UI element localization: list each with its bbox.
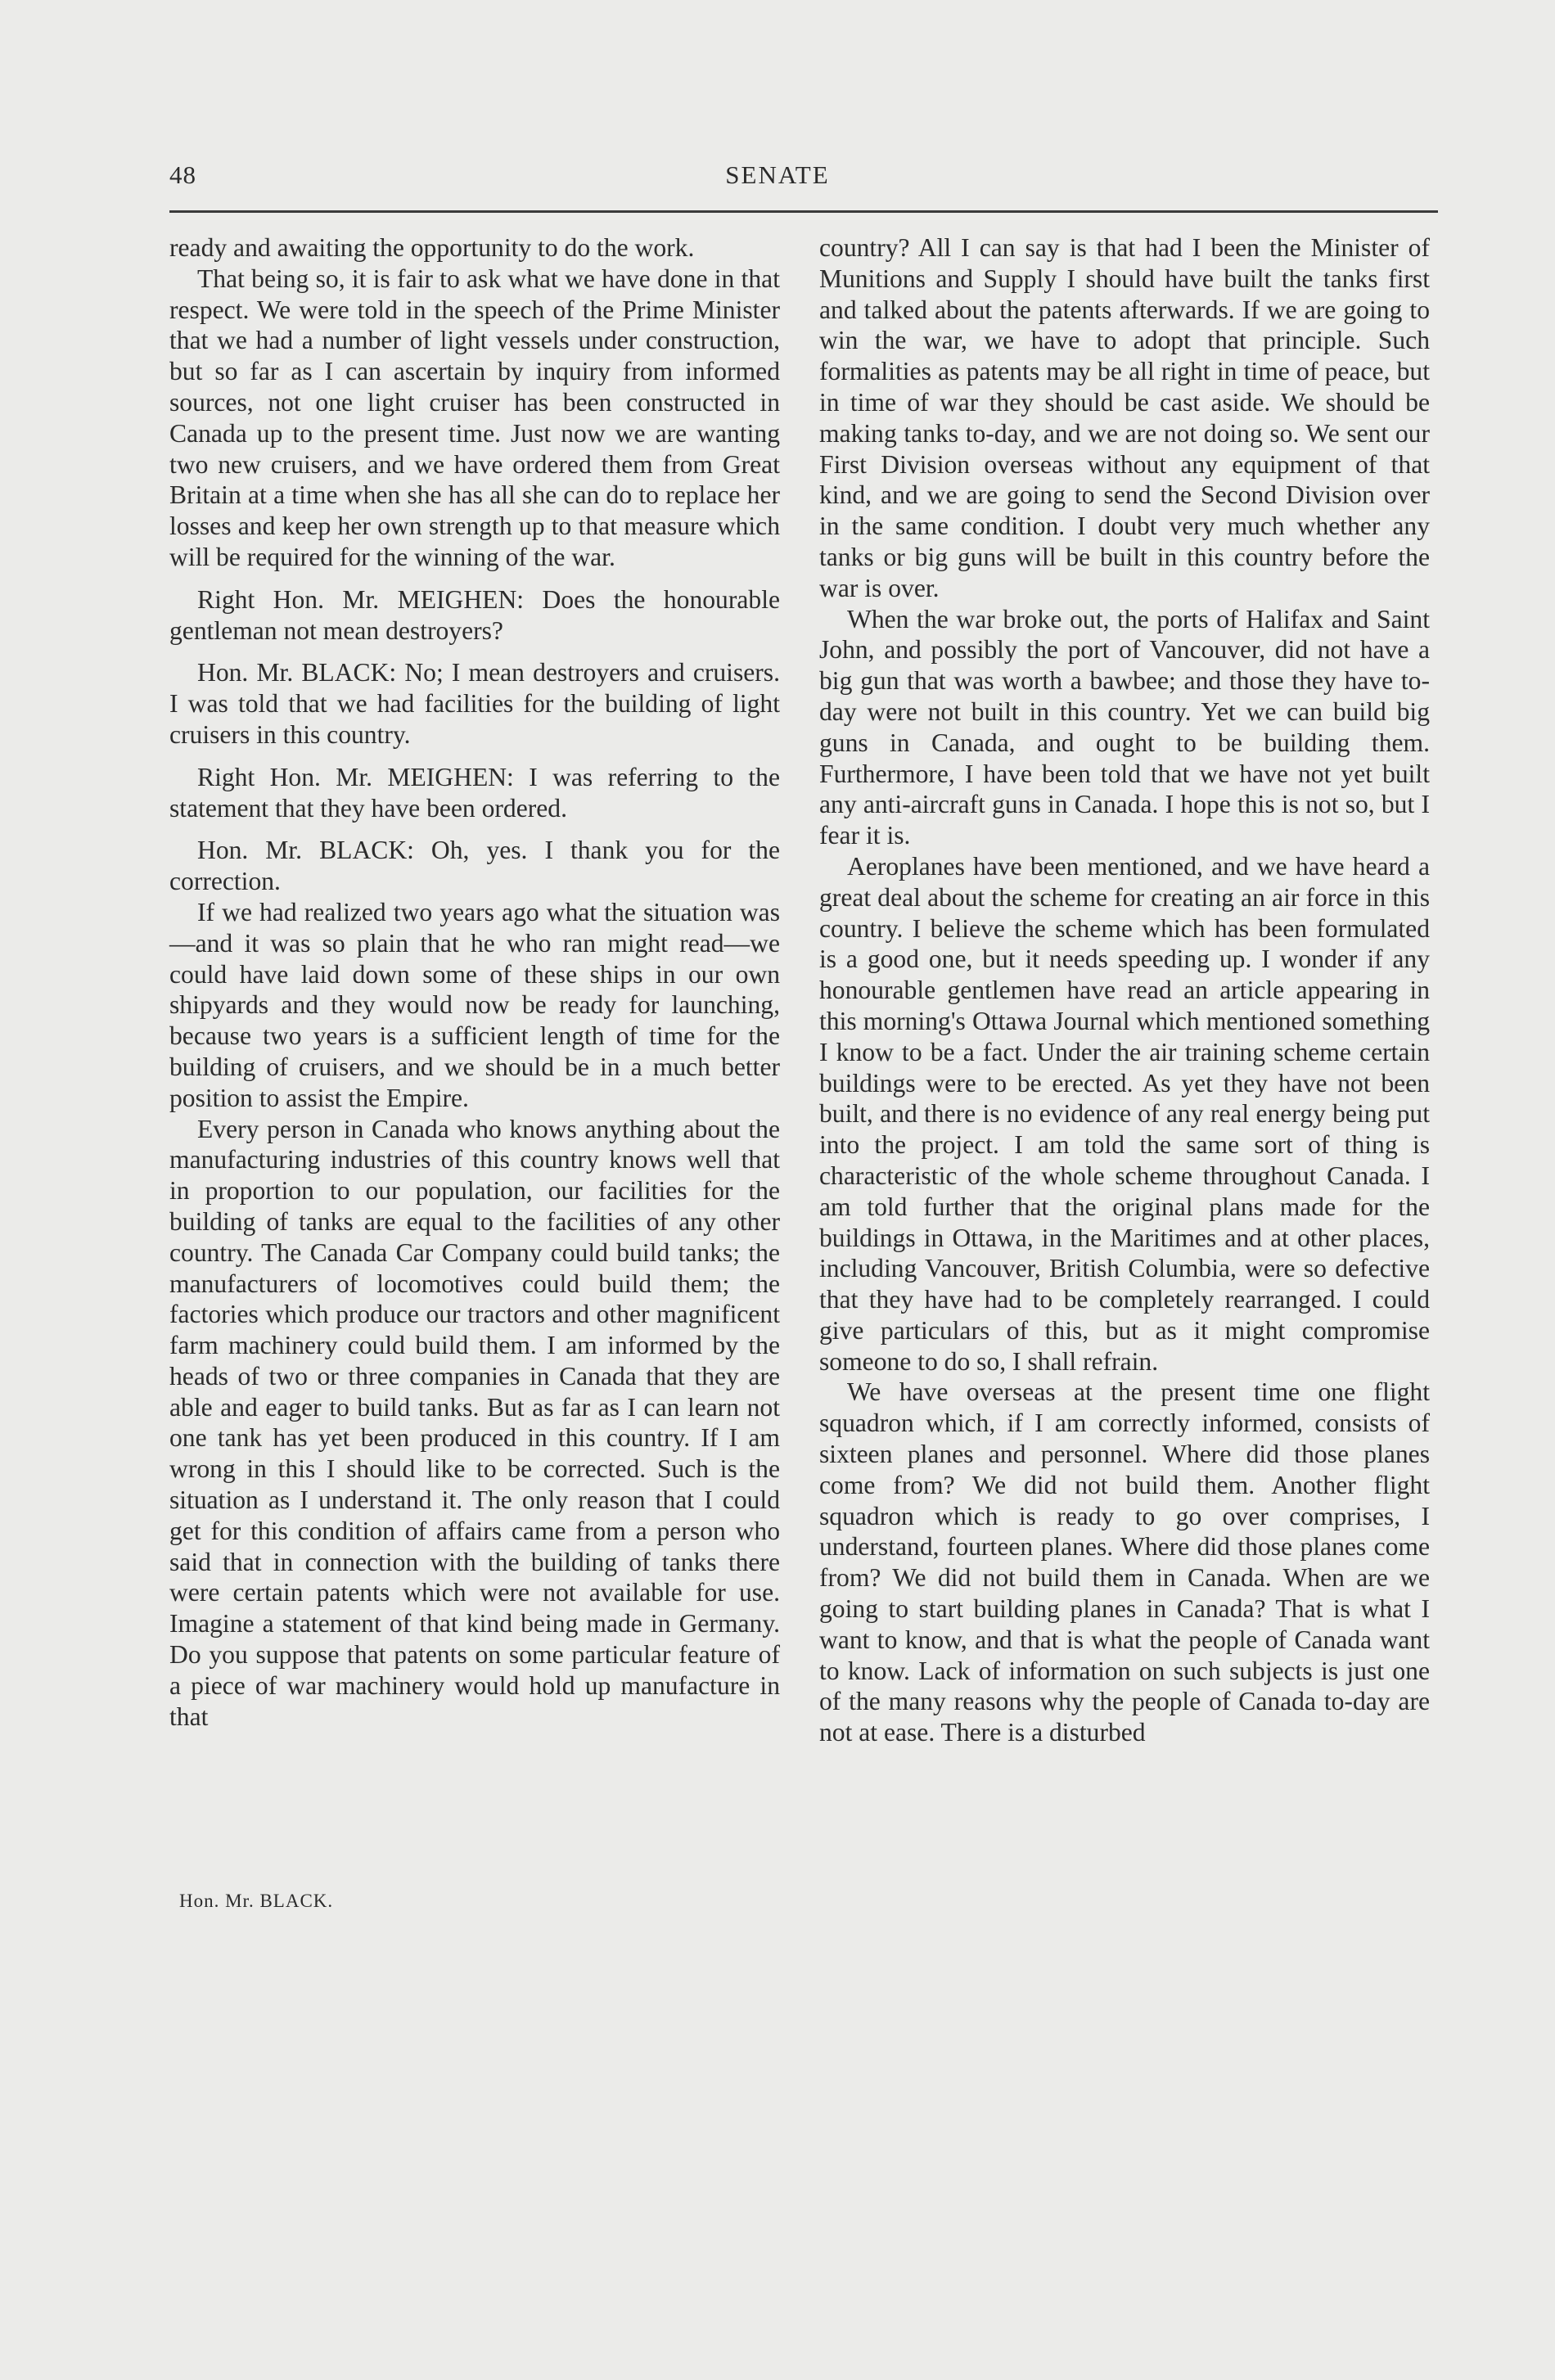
paragraph: country? All I can say is that had I been the Minister of Munitions and Supply I should have built the tanks first and talked about the patents afterwards. If we are going to win the war, we have to adopt that principle. Such formalities as patents may be all right in time of peace, but in time of war they should be cast aside. We should be making tanks to-day, and we are not doing so. We sent our First Division overseas without any equipment of that kind, and we are going to send the Second Division over in the same condition. I doubt very much whether any tanks or big guns will be built in this country before the war is over.: [819, 233, 1430, 602]
running-head: SENATE: [725, 160, 830, 189]
paragraph: If we had realized two years ago what the situation was—and it was so plain that he who ran might read—we could have laid down some of these ships in our own shipyards and they would now be ready for launching, because two years is a sufficient length of time for the building of cruisers, and we should be in a much better position to assist the Empire.: [169, 897, 780, 1112]
paragraph: When the war broke out, the ports of Halifax and Saint John, and possibly the port of Vancouver, did not have a big gun that was worth a bawbee; and those they have to-day were not built in this country. Yet we can build big guns in Canada, and ought to be building them. Furthermore, I have been told that we have not yet built any anti-aircraft guns in Canada. I hope this is not so, but I fear it is.: [819, 604, 1430, 850]
right-column: [819, 232, 1430, 1748]
paragraph: That being so, it is fair to ask what we have done in that respect. We were told in the speech of the Prime Minister that we had a number of light vessels under construction, but so far as I can ascertain by inquiry from informed sources, not one light cruiser has been constructed in Canada up to the present time. Just now we are wanting two new cruisers, and we have ordered them from Great Britain at a time when she has all she can do to replace her losses and keep her own strength up to that measure which will be required for the winning of the war.: [169, 264, 780, 571]
paragraph: ready and awaiting the opportunity to do the work.: [169, 233, 695, 262]
left-column: [169, 232, 780, 1732]
paragraph: Aeroplanes have been mentioned, and we have heard a great deal about the scheme for creating an air force in this country. I believe the scheme which has been formulated is a good one, but it needs speeding up. I wonder if any honourable gentlemen have read an article appearing in this morning's Ottawa Journal which mentioned something I know to be a fact. Under the air training scheme certain buildings were to be erected. As yet they have not been built, and there is no evidence of any real energy being put into the project. I am told the same sort of thing is characteristic of the whole scheme throughout Canada. I am told further that the original plans made for the buildings in Ottawa, in the Maritimes and at other places, including Vancouver, British Columbia, were so defective that they have had to be completely rearranged. I could give particulars of this, but as it might compromise someone to do so, I shall refrain.: [819, 851, 1430, 1376]
paragraph: Hon. Mr. BLACK: Oh, yes. I thank you for the correction.: [169, 836, 780, 896]
paragraph: Right Hon. Mr. MEIGHEN: I was referring to the statement that they have been ordered.: [169, 762, 780, 823]
paragraph: Right Hon. Mr. MEIGHEN: Does the honourable gentleman not mean destroyers?: [169, 584, 780, 645]
footer-speaker-name: Hon. Mr. BLACK.: [179, 1891, 334, 1911]
paragraph: Every person in Canada who knows anything about the manufacturing industries of this country knows well that in proportion to our population, our facilities for the building of tanks are equal to the facilities of any other country. The Canada Car Company could build tanks; the manufacturers of locomotives could build them; the factories which produce our tractors and other magnificent farm machinery could build them. I am informed by the heads of two or three companies in Canada that they are able and eager to build tanks. But as far as I can learn not one tank has yet been produced in this country. If I am wrong in this I should like to be corrected. Such is the situation as I understand it. The only reason that I could get for this condition of affairs came from a person who said that in connection with the building of tanks there were certain patents which were not available for use. Imagine a statement of that kind being made in Germany. Do you suppose that patents on some particular feature of a piece of war machinery would hold up manufacture in that: [169, 1114, 780, 1731]
paragraph: We have overseas at the present time one flight squadron which, if I am correctly informed, consists of sixteen planes and personnel. Where did those planes come from? We did not build them. Another flight squadron which is ready to go over comprises, I understand, fourteen planes. Where did those planes come from? We did not build them in Canada. When are we going to start building planes in Canada? That is what I want to know, and that is what the people of Canada want to know. Lack of information on such subjects is just one of the many reasons why the people of Canada to-day are not at ease. There is a disturbed: [819, 1377, 1430, 1747]
paragraph: Hon. Mr. BLACK: No; I mean destroyers and cruisers. I was told that we had facilities for the building of light cruisers in this country.: [169, 658, 780, 749]
page-number: 48: [169, 160, 196, 189]
header-rule: [169, 210, 1438, 213]
